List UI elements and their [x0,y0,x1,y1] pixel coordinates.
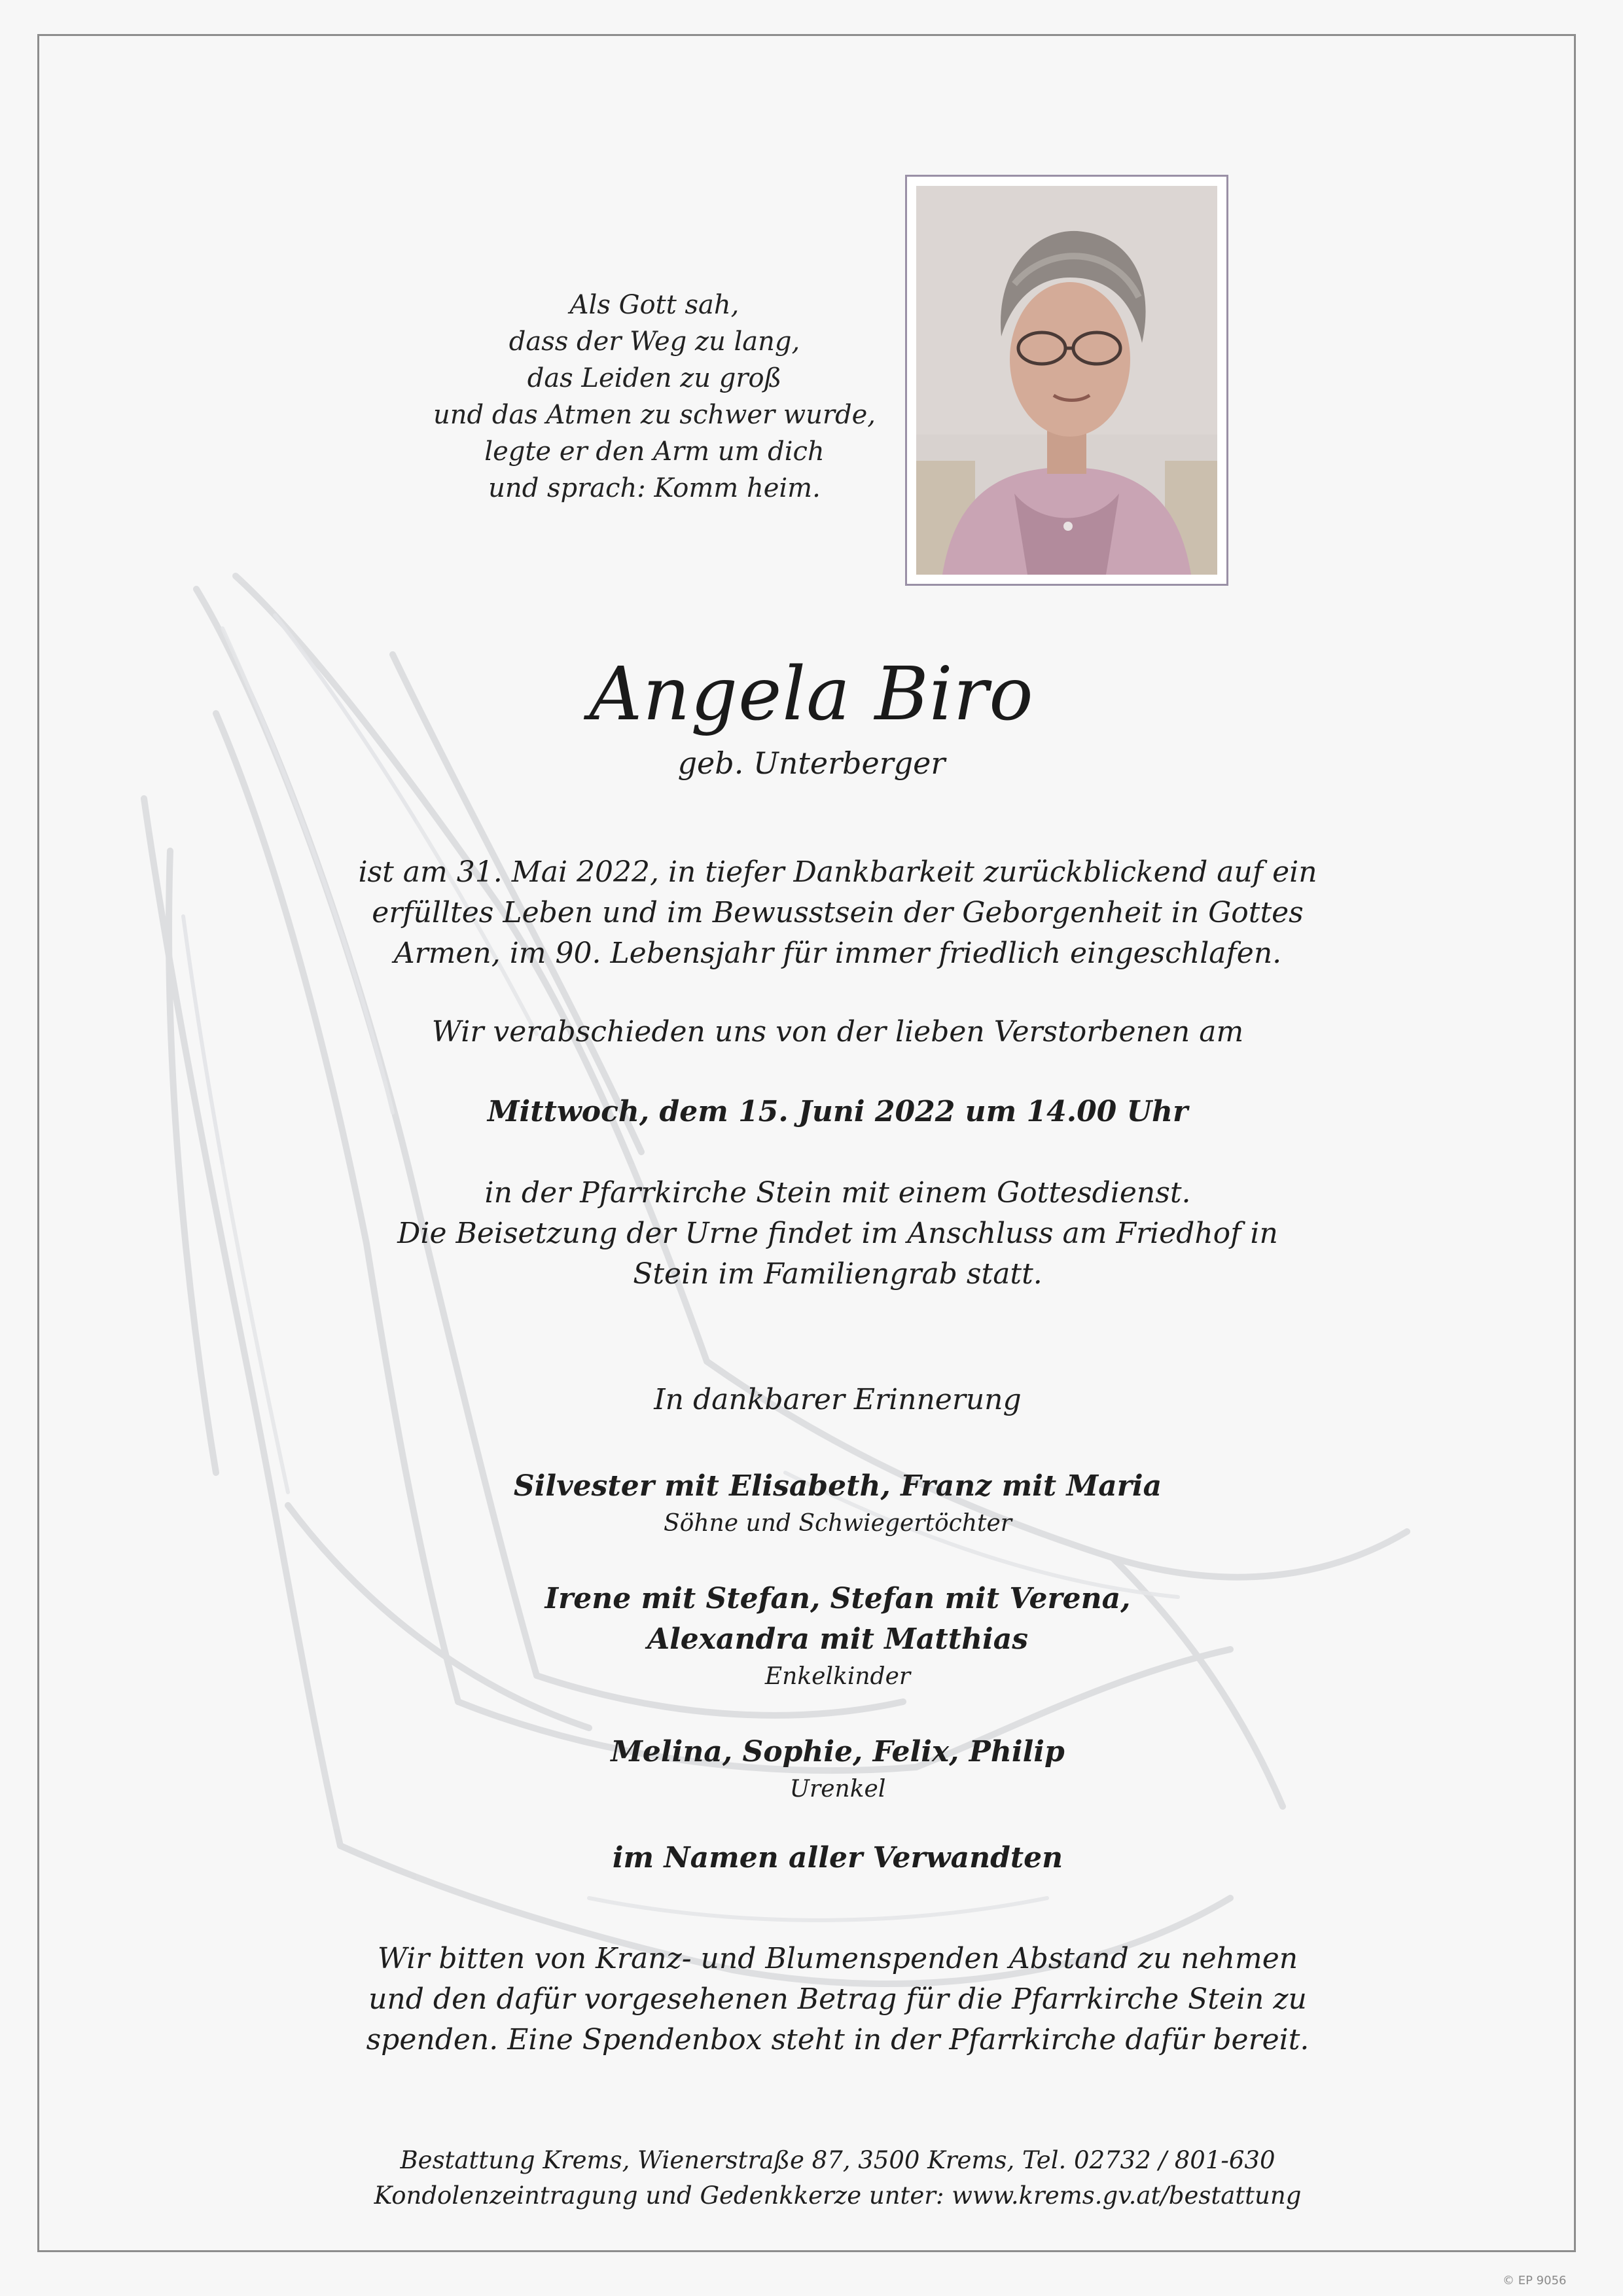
footer-line: Bestattung Krems, Wienerstraße 87, 3500 Krems, Tel. 02732 / 801-630 [400,2146,1275,2174]
mourner-relation: Enkelkinder [764,1663,911,1690]
ceremony-line: Stein im Familiengrab statt. [633,1257,1043,1291]
farewell-intro: Wir verabschieden uns von der lieben Verstorbenen am [431,1015,1244,1049]
poem-line: und das Atmen zu schwer wurde, [433,400,876,430]
announcement-line: Armen, im 90. Lebensjahr für immer friedlich eingeschlafen. [393,937,1282,970]
portrait-image [916,186,1217,575]
donation-line: spenden. Eine Spendenbox steht in der Pfarrkirche dafür bereit. [366,2023,1310,2056]
mourner-relation: Söhne und Schwiegertöchter [664,1510,1012,1537]
mourners-great-grandchildren [288,1732,1387,1806]
print-code: © EP 9056 [1503,2274,1567,2287]
donation-line: und den dafür vorgesehenen Betrag für die Pfarrkirche Stein zu [368,1982,1307,2016]
mourner-relation: Urenkel [789,1776,886,1803]
mourner-names: Irene mit Stefan, Stefan mit Verena, [544,1582,1131,1615]
remembrance-heading: In dankbarer Erinnerung [654,1383,1022,1416]
ceremony-line: Die Beisetzung der Urne findet im Anschluss am Friedhof in [397,1217,1278,1250]
maiden-name: geb. Unterberger [677,745,946,781]
funeral-home-footer [288,2143,1387,2214]
donation-note [288,1939,1387,2060]
footer-line: Kondolenzeintragung und Gedenkkerze unter: www.krems.gv.at/bestattung [374,2181,1302,2210]
donation-line: Wir bitten von Kranz- und Blumenspenden Abstand zu nehmen [377,1942,1298,1975]
poem-line: Als Gott sah, [569,290,740,320]
ceremony-details [288,1173,1387,1295]
portrait-photo [905,175,1228,586]
poem-line: dass der Weg zu lang, [508,327,800,357]
death-announcement [288,852,1387,974]
mourner-names: Alexandra mit Matthias [647,1623,1029,1656]
mourners-closing: im Namen aller Verwandten [612,1841,1063,1874]
poem-line: das Leiden zu groß [527,363,782,393]
mourners-sons [288,1466,1387,1541]
mourner-names: Silvester mit Elisabeth, Franz mit Maria [513,1469,1162,1503]
announcement-line: ist am 31. Mai 2022, in tiefer Dankbarkeit zurückblickend auf ein [358,855,1317,889]
poem-line: und sprach: Komm heim. [488,473,821,503]
ceremony-date: Mittwoch, dem 15. Juni 2022 um 14.00 Uhr [487,1095,1188,1128]
deceased-name: Angela Biro [589,652,1034,737]
poem-line: legte er den Arm um dich [484,437,825,467]
mourner-names: Melina, Sophie, Felix, Philip [611,1735,1065,1768]
ceremony-line: in der Pfarrkirche Stein mit einem Gottesdienst. [484,1176,1191,1210]
mourners-grandchildren [288,1579,1387,1694]
announcement-line: erfülltes Leben und im Bewusstsein der Geborgenheit in Gottes [372,896,1304,929]
poem [366,287,942,507]
